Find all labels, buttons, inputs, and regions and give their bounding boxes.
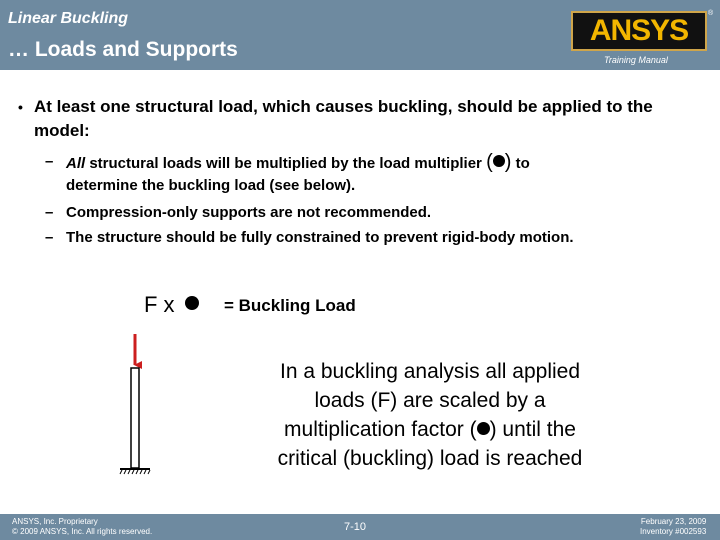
bullet-dot: • [18, 99, 23, 115]
column [131, 368, 139, 468]
formula-text: F x [144, 292, 175, 317]
ground-hatch [120, 470, 150, 474]
load-multiplier-symbol [493, 155, 505, 167]
column-diagram [110, 330, 160, 480]
date-inventory: February 23, 2009 Inventory #002593 [640, 517, 707, 536]
open-paren: ( [486, 151, 493, 173]
registered-mark: ® [708, 10, 714, 17]
training-manual-label: Training Manual [604, 55, 668, 65]
sub-item-1-continuation: determine the buckling load (see below). [66, 177, 356, 194]
ansys-logo: ANSYS [571, 11, 707, 51]
sub-item-3-text: The structure should be fully constrained to prevent rigid-body motion. [66, 229, 574, 246]
multiplier-symbol [185, 296, 199, 310]
sub-item-2-text: Compression-only supports are not recommended. [66, 204, 432, 221]
sub-item-1-text: structural loads will be multiplied by the load multiplier [85, 155, 487, 172]
close-paren: ) [504, 151, 512, 173]
multiplier-symbol [477, 422, 490, 435]
slide-header [0, 0, 720, 70]
buckling-caption: In a buckling analysis all applied loads (F) are scaled by a multiplication factor ( ) until the critical (buckling) load is reached [277, 360, 583, 470]
copyright: ANSYS, Inc. Proprietary © 2009 ANSYS, Inc. All rights reserved. [12, 517, 153, 536]
page-number: 7-10 [344, 521, 367, 533]
dash-icon: – [45, 229, 54, 246]
slide-footer [0, 514, 720, 540]
dash-icon: – [45, 204, 54, 221]
formula-result: = Buckling Load [224, 296, 356, 315]
slide-title: … Loads and Supports [8, 38, 238, 61]
bullet-text: At least one structural load, which causes buckling, should be applied to the model: [34, 97, 653, 140]
dash-icon: – [45, 153, 54, 170]
sub-item-1-to: to [511, 155, 530, 172]
formula [144, 292, 199, 318]
chapter-title: Linear Buckling [8, 10, 129, 27]
sub-item-1-italic: All [66, 155, 86, 172]
